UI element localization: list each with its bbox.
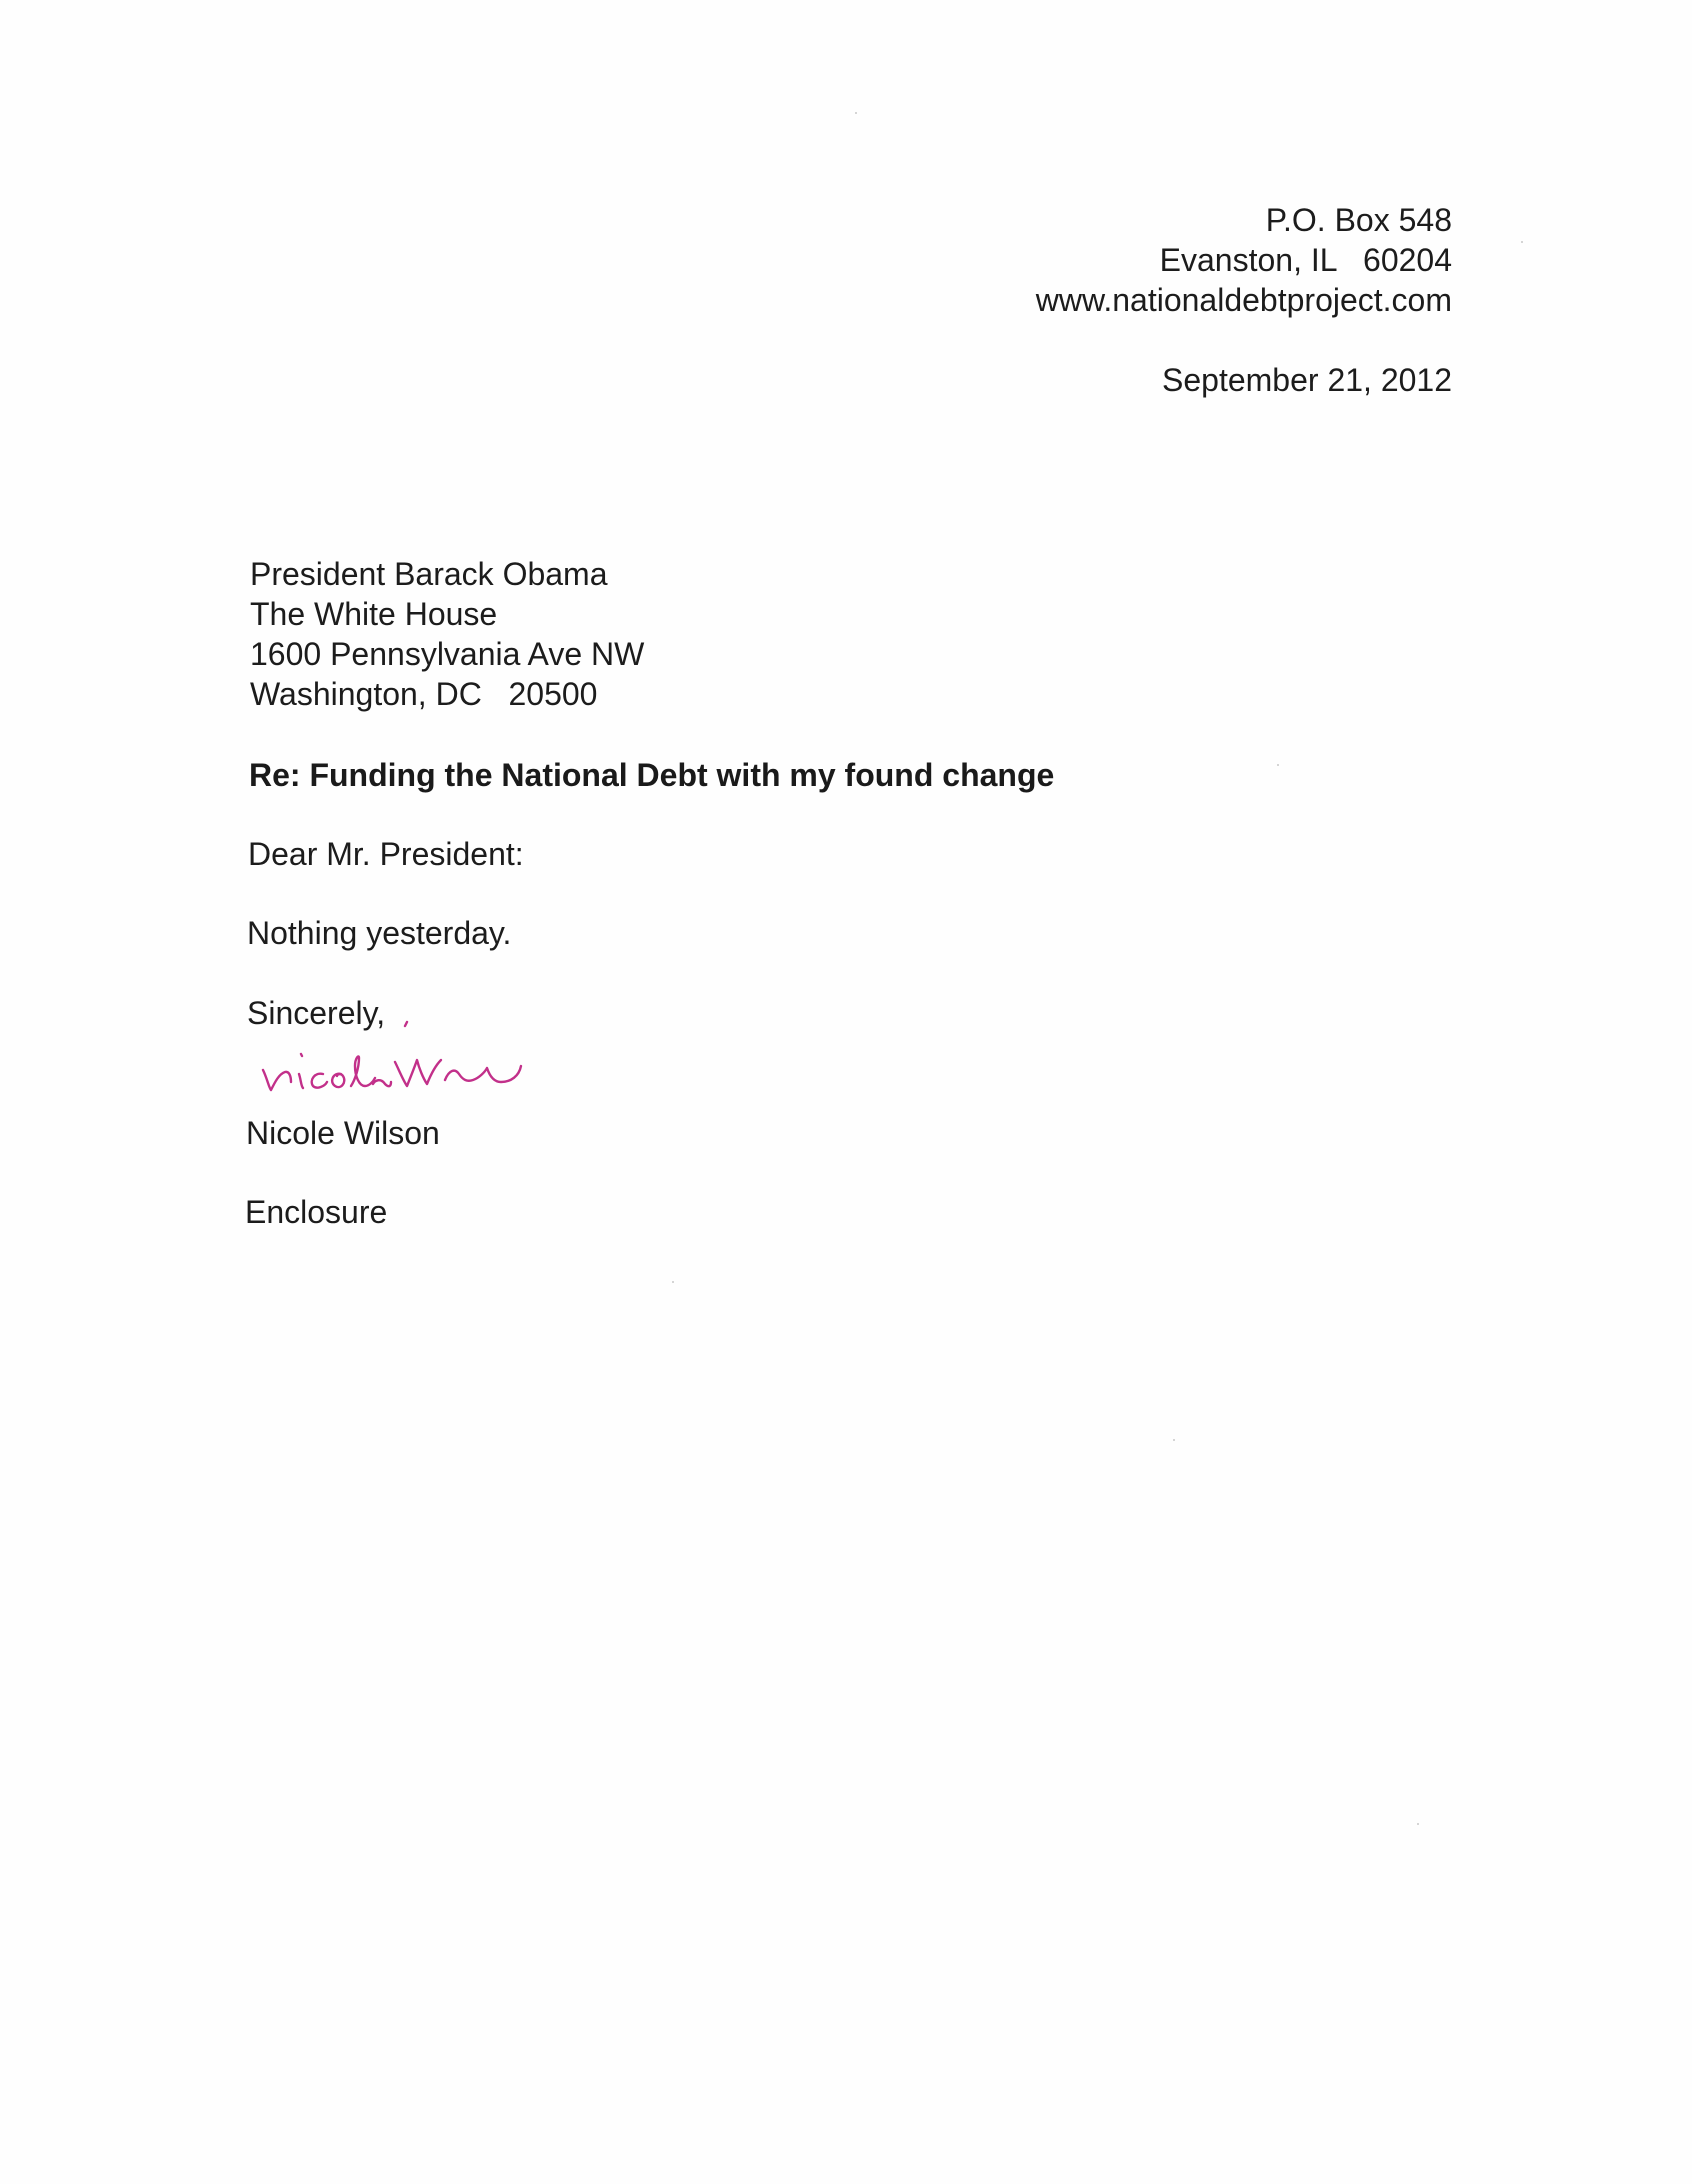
scan-speck: [1521, 241, 1523, 243]
recipient-name: President Barack Obama: [250, 556, 608, 592]
scan-speck: [672, 1281, 674, 1283]
sender-po-box: P.O. Box 548: [1265, 202, 1452, 238]
recipient-street: 1600 Pennsylvania Ave NW: [250, 636, 645, 672]
sender-city-state-zip: Evanston, IL 60204: [1159, 242, 1452, 278]
scan-speck: [1417, 1823, 1419, 1825]
signature-strokes: [263, 1022, 521, 1090]
recipient-address: [250, 554, 644, 714]
sender-address: [1036, 200, 1452, 320]
enclosure-notation: Enclosure: [245, 1194, 388, 1230]
sender-website: www.nationaldebtproject.com: [1035, 282, 1452, 318]
subject-line: Re: Funding the National Debt with my found change: [249, 757, 1055, 793]
scan-speck: [1173, 1439, 1175, 1441]
scan-speck: [855, 112, 857, 114]
closing: Sincerely,: [247, 995, 386, 1031]
letter-date: September 21, 2012: [1162, 362, 1452, 398]
scan-speck: [1277, 764, 1279, 766]
body-paragraph: Nothing yesterday.: [247, 915, 512, 951]
handwritten-signature: [255, 1010, 575, 1110]
recipient-city-state-zip: Washington, DC 20500: [250, 676, 598, 712]
recipient-organization: The White House: [250, 596, 498, 632]
salutation: Dear Mr. President:: [248, 836, 524, 872]
signer-name: Nicole Wilson: [246, 1115, 440, 1151]
